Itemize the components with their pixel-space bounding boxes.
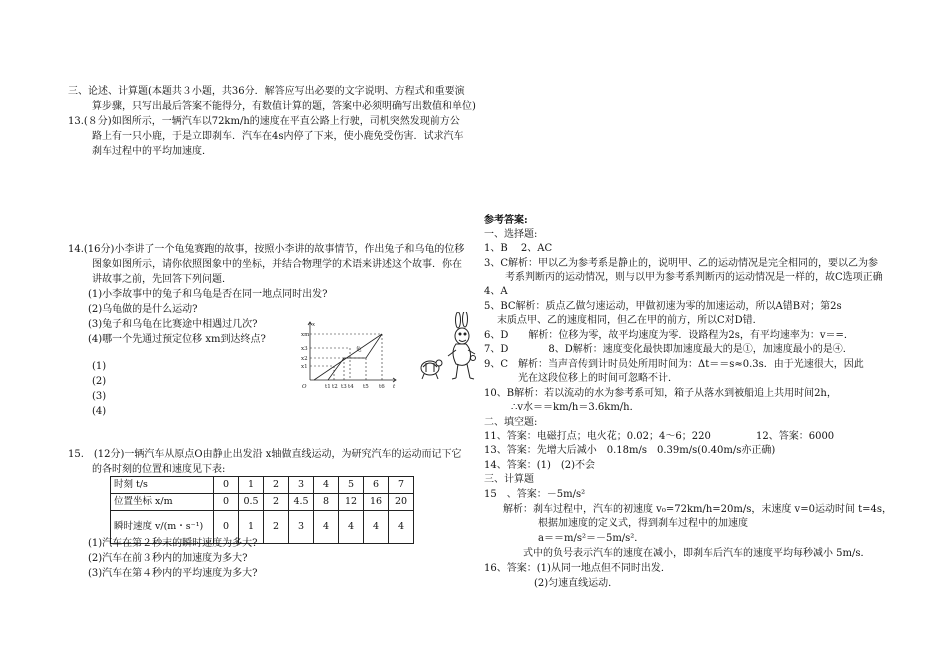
q14-answer-blank-2: (2) — [92, 376, 107, 387]
answer-6: 6、D 解析：位移为零，故平均速度为零．设路程为2s，有平均速率为：v＝=． — [484, 330, 854, 341]
table-cell: 2 — [264, 494, 289, 511]
table-cell: 2 — [264, 477, 289, 494]
answer-15-explanation-2: 根据加速度的定义式，得到刹车过程中的加速度 — [538, 518, 748, 529]
table-cell: 20 — [389, 494, 414, 511]
graph-ytick-xm: xm — [301, 332, 310, 338]
table-cell: 2 — [264, 511, 289, 544]
table-cell: 0 — [214, 494, 239, 511]
graph-ytick-x3: x3 — [301, 346, 308, 352]
answer-9-line-1: 9、C 解析：当声音传到计时员处所用时间为：Δt＝＝s≈0.3s．由于光速很大，因此 — [484, 359, 864, 370]
q14-question-2: (2)乌龟做的是什么运动? — [88, 304, 198, 315]
answer-16-1: 16、答案：(1)从同一地点但不同时出发． — [484, 563, 671, 574]
table-cell: 4 — [364, 511, 389, 544]
answer-15-explanation-4: 式中的负号表示汽车的速度在减小，即刹车后汽车的速度平均每秒减小 5m/s． — [523, 548, 871, 559]
answer-11: 11、答案：电磁打点；电火花；0.02；4～6；220 — [484, 431, 711, 442]
answer-15-explanation-3: a＝＝m/s²＝－5m/s²． — [538, 533, 645, 544]
table-cell: 0 — [214, 511, 239, 544]
q14-question-1: (1)小李故事中的兔子和乌龟是否在同一地点同时出发? — [88, 289, 328, 300]
table-header-position: 位置坐标 x/m — [111, 494, 214, 511]
answer-13: 13、答案：先增大后减小 0.18m/s 0.39m/s(0.40m/s亦正确) — [484, 445, 776, 456]
table-cell: 16 — [364, 494, 389, 511]
answer-3-line-1: 3、C解析：甲以乙为参考系是静止的，说明甲、乙的运动情况是完全相同的，要以乙为参 — [484, 258, 879, 269]
answer-14: 14、答案：(1) (2)不会 — [484, 460, 596, 471]
table-cell: 3 — [289, 511, 314, 544]
q14-text-2: 图象如图所示，请你依照图象中的坐标，并结合物理学的术语来讲述这个故事．你在 — [92, 259, 462, 270]
q14-text-1: 14.(16分)小李讲了一个龟兔赛跑的故事，按照小李讲的故事情节，作出兔子和乌龟的位移 — [68, 244, 465, 255]
q15-question-2: (2)汽车在前３秒内的加速度为多大? — [88, 553, 248, 564]
answer-key-title: 参考答案: — [484, 215, 528, 226]
answer-5-line-1: 5、BC解析：质点乙做匀速运动，甲做初速为零的加速运动，所以A错B对；第2s — [484, 301, 842, 312]
graph-xtick-t5: t5 — [363, 384, 369, 390]
table-row — [111, 477, 414, 494]
answer-10-line-2: ∴v水＝＝km/h＝3.6km/h． — [511, 402, 640, 413]
q14-question-3: (3)兔子和乌龟在比赛途中相遇过几次? — [88, 319, 258, 330]
table-cell: 4 — [314, 511, 339, 544]
table-cell: 8 — [314, 494, 339, 511]
graph-t-axis-label: t — [393, 384, 396, 390]
tortoise-rabbit-illustration — [412, 312, 482, 392]
table-cell: 7 — [389, 477, 414, 494]
graph-xtick-t4: t4 — [348, 384, 354, 390]
table-cell: 1 — [239, 477, 264, 494]
q13-text-2: 路上有一只小鹿，于是立即刹车．汽车在4s内停了下来，使小鹿免受伤害．试求汽车 — [92, 131, 464, 142]
answer-1-2: 1、B 2、AC — [484, 243, 553, 254]
answer-3-line-2: 考系判断丙的运动情况，则与以甲为参考系判断丙的运动情况是一样的，故C选项正确 — [505, 272, 883, 283]
graph-xtick-t2: t2 — [332, 384, 338, 390]
table-cell: 5 — [339, 477, 364, 494]
graph-ytick-x1: x1 — [301, 364, 308, 370]
answer-9-line-2: 光在这段位移上的时间可忽略不计． — [518, 373, 678, 384]
answer-15: 15 、答案：－5m/s² — [484, 489, 586, 500]
answer-section-1: 一、选择题: — [484, 229, 538, 240]
table-header-time: 时刻 t/s — [111, 477, 214, 494]
table-cell: 4 — [389, 511, 414, 544]
table-cell: 4.5 — [289, 494, 314, 511]
q15-question-1: (1)汽车在第２秒末的瞬时速度为多大? — [88, 538, 258, 549]
q15-text-1: 15. (12分)一辆汽车从原点O由静止出发沿 x轴做直线运动，为研究汽车的运动而记下它 — [68, 449, 462, 460]
answer-5-line-2: 末质点甲、乙的速度相同，但乙在甲的前方，所以C对D错． — [497, 315, 763, 326]
answer-4: 4、A — [484, 286, 508, 297]
table-cell: 0.5 — [239, 494, 264, 511]
q15-data-table — [110, 476, 414, 544]
table-cell: 12 — [339, 494, 364, 511]
answer-10-line-1: 10、B解析：若以流动的水为参考系可知，箱子从落水到被船追上共用时间2h， — [484, 388, 837, 399]
table-cell: 6 — [364, 477, 389, 494]
answer-12: 12、答案：6000 — [756, 431, 835, 442]
graph-ytick-x2: x2 — [301, 356, 308, 362]
table-cell: 4 — [339, 511, 364, 544]
graph-origin-label: O — [302, 384, 307, 390]
table-row — [111, 494, 414, 511]
graph-xtick-t3: t3 — [341, 384, 347, 390]
q13-text-3: 刹车过程中的平均加速度． — [92, 146, 212, 157]
q14-answer-blank-3: (3) — [92, 391, 107, 402]
graph-tortoise-label: 龟 — [356, 347, 362, 353]
q15-text-2: 的各时刻的位置和速度见下表: — [92, 464, 226, 475]
graph-xtick-t6: t6 — [379, 384, 385, 390]
table-cell: 0 — [214, 477, 239, 494]
table-header-velocity: 瞬时速度 v/(m・s⁻¹) — [111, 511, 214, 544]
answer-7-8: 7、D 8、D解析：速度变化最快即加速度最大的是①，加速度最小的是④． — [484, 344, 853, 355]
section-3-heading: 三、论述、计算题(本题共３小题，共36分．解答应写出必要的文字说明、方程式和重要演 — [68, 86, 465, 97]
displacement-time-graph — [300, 318, 400, 390]
table-cell: 1 — [239, 511, 264, 544]
q14-answer-blank-1: (1) — [92, 361, 107, 372]
q14-question-4: (4)哪一个先通过预定位移 xm到达终点? — [88, 334, 266, 345]
q13-text-1: 13.(８分)如图所示，一辆汽车以72km/h的速度在平直公路上行驶，司机突然发现前方公 — [68, 116, 460, 127]
answer-section-2: 二、填空题: — [484, 417, 538, 428]
answer-15-explanation-1: 解析：刹车过程中，汽车的初速度 v₀=72km/h=20m/s，末速度 v=0运动时间 t=4s， — [503, 504, 893, 515]
table-cell: 3 — [289, 477, 314, 494]
q15-question-3: (3)汽车在第４秒内的平均速度为多大? — [88, 568, 258, 579]
q14-answer-blank-4: (4) — [92, 406, 107, 417]
graph-xtick-t1: t1 — [325, 384, 331, 390]
table-cell: 4 — [314, 477, 339, 494]
section-3-instructions: 算步骤，只写出最后答案不能得分，有数值计算的题，答案中必须明确写出数值和单位) — [92, 101, 476, 112]
graph-y-axis-label: x — [312, 322, 316, 328]
answer-16-2: (2)匀速直线运动． — [534, 578, 619, 589]
q14-text-3: 讲故事之前，先回答下列问题． — [92, 274, 232, 285]
answer-section-3: 三、计算题 — [484, 474, 534, 485]
